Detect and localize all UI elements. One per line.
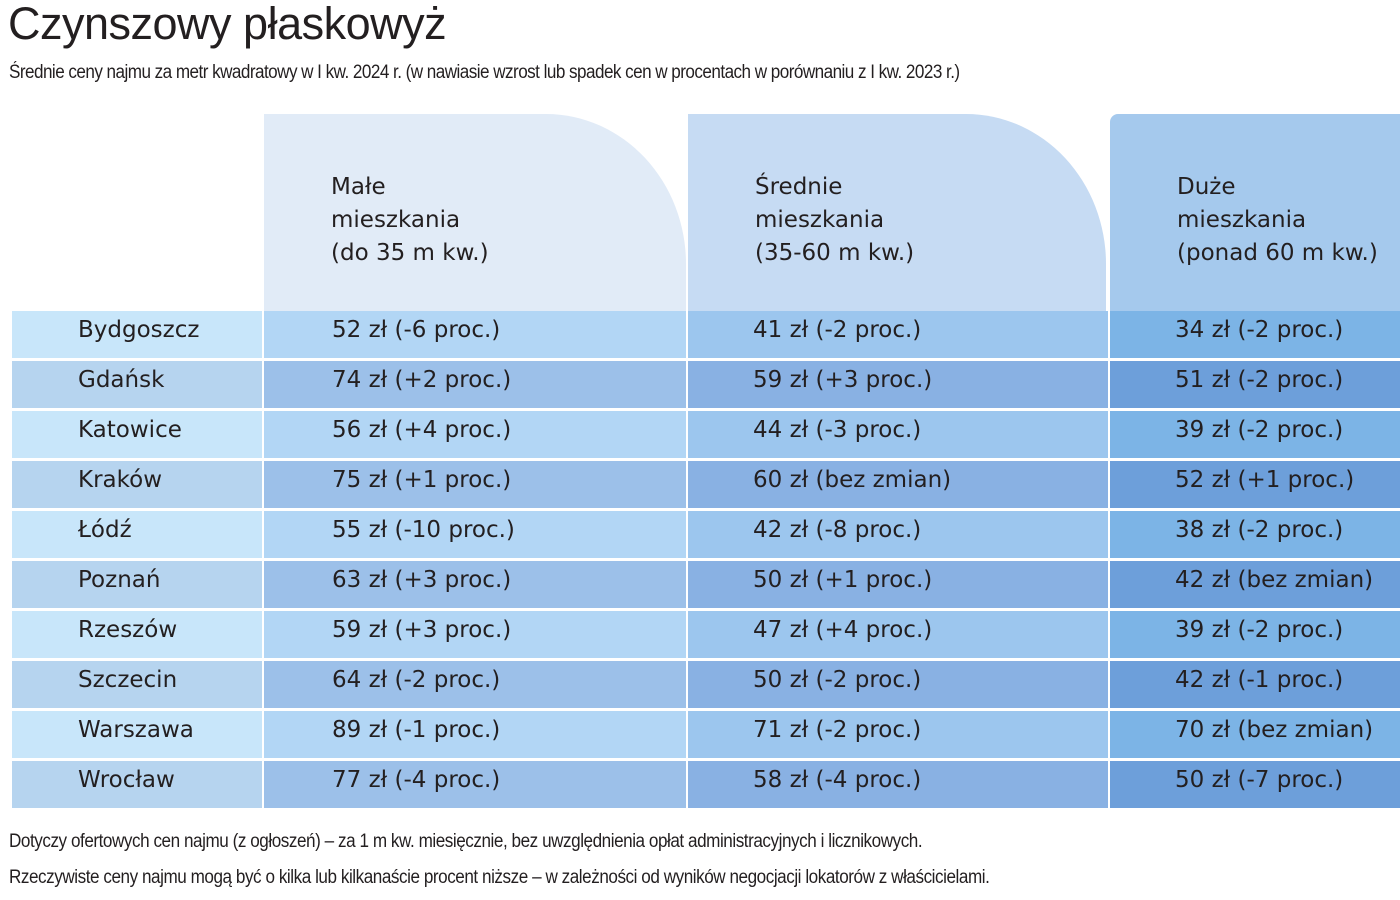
city-cell: Rzeszów: [12, 611, 262, 658]
city-cell: Poznań: [12, 561, 262, 608]
table-row: [12, 461, 1400, 511]
small-price-cell: 56 zł (+4 proc.): [264, 411, 686, 458]
small-price-cell: 63 zł (+3 proc.): [264, 561, 686, 608]
small-price-cell: 75 zł (+1 proc.): [264, 461, 686, 508]
small-price-cell: 77 zł (-4 proc.): [264, 761, 686, 808]
table-row: [12, 511, 1400, 561]
large-price-cell: 42 zł (bez zmian): [1110, 561, 1400, 608]
city-cell: Szczecin: [12, 661, 262, 708]
medium-price-cell: 50 zł (-2 proc.): [688, 661, 1108, 708]
city-cell: Łódź: [12, 511, 262, 558]
city-cell: Wrocław: [12, 761, 262, 808]
medium-price-cell: 42 zł (-8 proc.): [688, 511, 1108, 558]
column-header-small: [264, 114, 686, 311]
column-header-small-label: Małe mieszkania (do 35 m kw.): [331, 174, 489, 266]
large-price-cell: 70 zł (bez zmian): [1110, 711, 1400, 758]
city-cell: Warszawa: [12, 711, 262, 758]
column-header-large: [1110, 114, 1400, 311]
column-header-medium: [688, 114, 1106, 311]
page-title: Czynszowy płaskowyż: [8, 0, 447, 49]
table-row: [12, 361, 1400, 411]
price-table: [12, 311, 1400, 811]
table-row: [12, 611, 1400, 661]
table-row: [12, 561, 1400, 611]
small-price-cell: 74 zł (+2 proc.): [264, 361, 686, 408]
page-subtitle: Średnie ceny najmu za metr kwadratowy w I kw. 2024 r. (w nawiasie wzrost lub spadek cen w procentach w porównaniu z I kw. 2023 r.): [9, 62, 960, 83]
small-price-cell: 59 zł (+3 proc.): [264, 611, 686, 658]
footnote: Rzeczywiste ceny najmu mogą być o kilka lub kilkanaście procent niższe – w zależności od wyników negocjacji lokatorów z właścicielami.: [9, 867, 990, 888]
footnote: Dotyczy ofertowych cen najmu (z ogłoszeń) – za 1 m kw. miesięcznie, bez uwzględnienia opłat administracyjnych i licznikowych.: [9, 831, 923, 852]
large-price-cell: 39 zł (-2 proc.): [1110, 611, 1400, 658]
medium-price-cell: 47 zł (+4 proc.): [688, 611, 1108, 658]
medium-price-cell: 41 zł (-2 proc.): [688, 311, 1108, 358]
medium-price-cell: 58 zł (-4 proc.): [688, 761, 1108, 808]
small-price-cell: 64 zł (-2 proc.): [264, 661, 686, 708]
medium-price-cell: 50 zł (+1 proc.): [688, 561, 1108, 608]
large-price-cell: 39 zł (-2 proc.): [1110, 411, 1400, 458]
large-price-cell: 52 zł (+1 proc.): [1110, 461, 1400, 508]
table-row: [12, 711, 1400, 761]
table-row: [12, 311, 1400, 361]
table-row: [12, 411, 1400, 461]
city-cell: Katowice: [12, 411, 262, 458]
city-cell: Gdańsk: [12, 361, 262, 408]
small-price-cell: 55 zł (-10 proc.): [264, 511, 686, 558]
table-row: [12, 661, 1400, 711]
large-price-cell: 51 zł (-2 proc.): [1110, 361, 1400, 408]
medium-price-cell: 44 zł (-3 proc.): [688, 411, 1108, 458]
medium-price-cell: 71 zł (-2 proc.): [688, 711, 1108, 758]
column-header-medium-label: Średnie mieszkania (35-60 m kw.): [755, 174, 915, 266]
medium-price-cell: 60 zł (bez zmian): [688, 461, 1108, 508]
column-header-large-label: Duże mieszkania (ponad 60 m kw.): [1177, 174, 1378, 266]
table-row: [12, 761, 1400, 811]
large-price-cell: 42 zł (-1 proc.): [1110, 661, 1400, 708]
city-cell: Kraków: [12, 461, 262, 508]
large-price-cell: 34 zł (-2 proc.): [1110, 311, 1400, 358]
city-cell: Bydgoszcz: [12, 311, 262, 358]
large-price-cell: 50 zł (-7 proc.): [1110, 761, 1400, 808]
large-price-cell: 38 zł (-2 proc.): [1110, 511, 1400, 558]
medium-price-cell: 59 zł (+3 proc.): [688, 361, 1108, 408]
small-price-cell: 89 zł (-1 proc.): [264, 711, 686, 758]
small-price-cell: 52 zł (-6 proc.): [264, 311, 686, 358]
